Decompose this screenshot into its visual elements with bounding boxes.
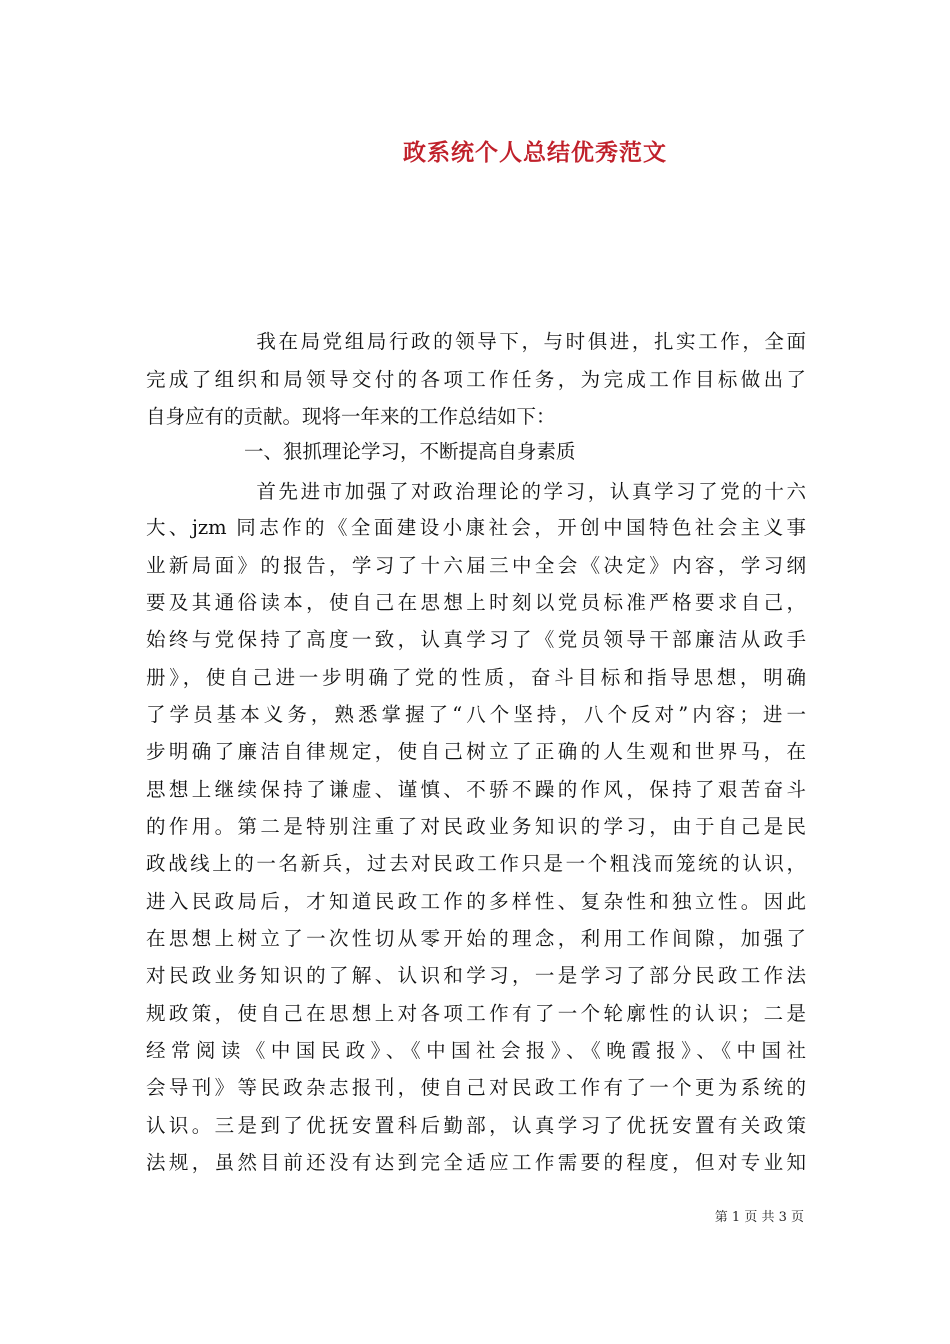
body-line: 对民政业务知识的了解、认识和学习，一是学习了部分民政工作法 — [146, 964, 806, 987]
body-line: 大、jzm 同志作的《全面建设小康社会，开创中国特色社会主义事 — [146, 516, 806, 539]
body-line: 完成了组织和局领导交付的各项工作任务，为完成工作目标做出了 — [146, 368, 806, 391]
body-line: 了学员基本义务，熟悉掌握了“八个坚持，八个反对”内容；进一 — [146, 703, 806, 726]
body-line: 自身应有的贡献。现将一年来的工作总结如下： — [146, 405, 556, 428]
body-line: 我在局党组局行政的领导下，与时俱进，扎实工作，全面 — [146, 330, 806, 353]
body-line: 规政策，使自己在思想上对各项工作有了一个轮廓性的认识；二是 — [146, 1002, 806, 1025]
body-line: 认识。三是到了优抚安置科后勤部，认真学习了优抚安置有关政策 — [146, 1114, 806, 1137]
body-line: 法规，虽然目前还没有达到完全适应工作需要的程度，但对专业知 — [146, 1151, 806, 1174]
body-line: 要及其通俗读本，使自己在思想上时刻以党员标准严格要求自己， — [146, 591, 806, 614]
body-line: 步明确了廉洁自律规定，使自己树立了正确的人生观和世界马，在 — [146, 740, 806, 763]
body-line: 业新局面》的报告，学习了十六届三中全会《决定》内容，学习纲 — [146, 554, 806, 577]
section-heading: 一、狠抓理论学习，不断提高自身素质 — [244, 440, 576, 463]
body-line: 政战线上的一名新兵，过去对民政工作只是一个粗浅而笼统的认识， — [146, 852, 806, 875]
body-line: 经常阅读《中国民政》、《中国社会报》、《晚霞报》、《中国社 — [146, 1039, 806, 1062]
page-title: 政系统个人总结优秀范文 — [403, 140, 667, 166]
body-line: 会导刊》等民政杂志报刊，使自己对民政工作有了一个更为系统的 — [146, 1076, 806, 1099]
body-line: 在思想上树立了一次性切从零开始的理念，利用工作间隙，加强了 — [146, 927, 806, 950]
body-line: 首先进市加强了对政治理论的学习，认真学习了党的十六 — [146, 480, 806, 503]
body-line: 的作用。第二是特别注重了对民政业务知识的学习，由于自己是民 — [146, 815, 806, 838]
body-line: 始终与党保持了高度一致，认真学习了《党员领导干部廉洁从政手 — [146, 628, 806, 651]
body-line: 思想上继续保持了谦虚、谨慎、不骄不躁的作风，保持了艰苦奋斗 — [146, 778, 806, 801]
page-number: 第 1 页 共 3 页 — [714, 1210, 804, 1225]
body-line: 进入民政局后，才知道民政工作的多样性、复杂性和独立性。因此 — [146, 890, 806, 913]
body-line: 册》，使自己进一步明确了党的性质，奋斗目标和指导思想，明确 — [146, 666, 806, 689]
